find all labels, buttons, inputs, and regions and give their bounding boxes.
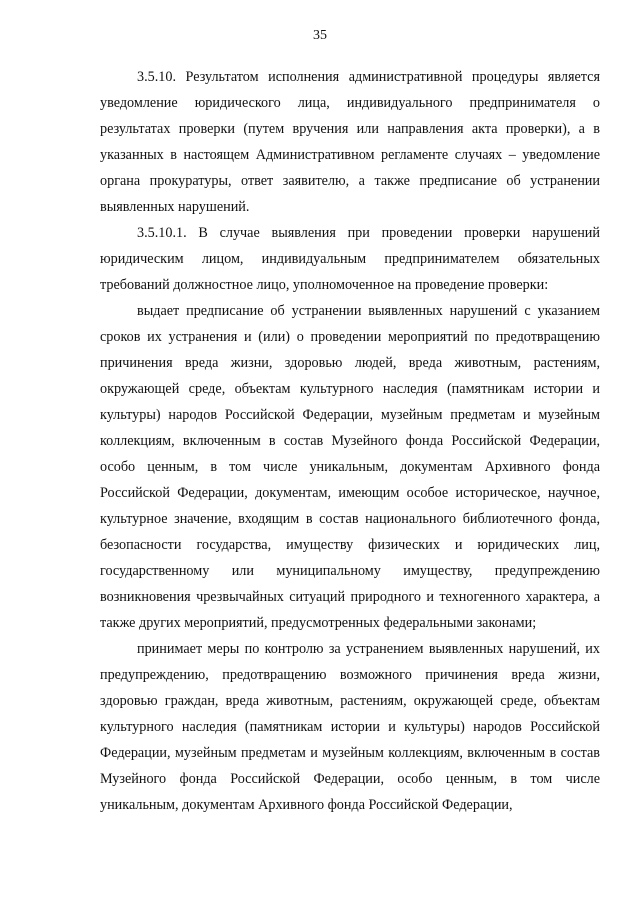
paragraph-violations-detected: 3.5.10.1. В случае выявления при проведении проверки нарушений юридическим лицом, индивидуальным предпринимателем обязательных требований должностное лицо, уполномоченное на проведение проверки: [100, 225, 600, 293]
paragraph-takes-measures: принимает меры по контролю за устранением выявленных нарушений, их предупреждению, предотвращению возможного причинения вреда жизни, здоровью граждан, вреда животным, растениям, окружающей среде, объектам культурного наследия (памятникам истории и культуры) народов Российской Федерации, музейным предметам и музейным коллекциям, включенным в состав Музейного фонда Российской Федерации, особо ценным, в том числе уникальным, документам Архивного фонда Российской Федерации, [100, 641, 600, 813]
document-body [100, 64, 600, 818]
paragraph-issues-order: выдает предписание об устранении выявленных нарушений с указанием сроков их устранения и (или) о проведении мероприятий по предотвращению причинения вреда жизни, здоровью людей, вреда животным, растениям, окружающей среде, объектам культурного наследия (памятникам истории и культуры) народов Российской Федерации, музейным предметам и музейным коллекциям, включенным в состав Музейного фонда Российской Федерации, особо ценным, в том числе уникальным, документам Архивного фонда Российской Федерации, документам, имеющим особое историческое, научное, культурное значение, входящим в состав национального библиотечного фонда, безопасности государства, имуществу физических и юридических лиц, государственному или муниципальному имуществу, предупреждению возникновения чрезвычайных ситуаций природного и техногенного характера, а также других мероприятий, предусмотренных федеральными законами; [100, 303, 600, 631]
page-number: 35 [313, 28, 327, 43]
paragraph-result-of-procedure: 3.5.10. Результатом исполнения административной процедуры является уведомление юридического лица, индивидуального предпринимателя о результатах проверки (путем вручения или направления акта проверки), а в указанных в настоящем Административном регламенте случаях – уведомление органа прокуратуры, ответ заявителю, а также предписание об устранении выявленных нарушений. [100, 69, 600, 215]
